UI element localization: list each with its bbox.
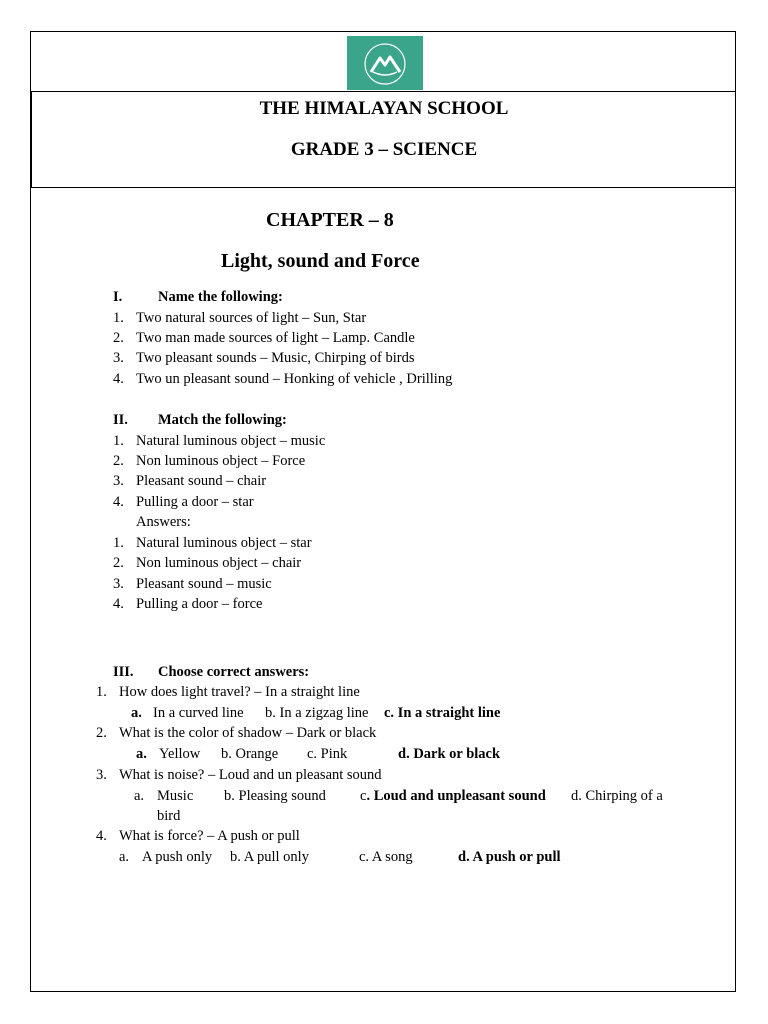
list-item: Two natural sources of light – Sun, Star: [136, 310, 367, 326]
list-item-number: 1.: [113, 433, 124, 449]
list-item-number: 1.: [113, 535, 124, 551]
option-a-label: a.: [136, 746, 147, 762]
school-logo-icon: [347, 36, 423, 90]
list-item-number: 3.: [113, 576, 124, 592]
question-text: What is force? – A push or pull: [119, 828, 300, 844]
option-a: Music: [157, 788, 194, 804]
option-c: c. A song: [359, 849, 413, 865]
list-item: Natural luminous object – star: [136, 535, 312, 551]
option-a: In a curved line: [153, 705, 244, 721]
option-b: b. In a zigzag line: [265, 705, 369, 721]
chapter-title: Light, sound and Force: [221, 250, 420, 272]
chapter-number: CHAPTER – 8: [266, 209, 394, 231]
question-number: 1.: [96, 684, 107, 700]
option-c-text: . Loud and unpleasant sound: [366, 788, 546, 804]
list-item: Two un pleasant sound – Honking of vehicle , Drilling: [136, 371, 453, 387]
list-item-number: 2.: [113, 330, 124, 346]
section1-heading: Name the following:: [158, 289, 283, 305]
list-item-number: 4.: [113, 371, 124, 387]
section3-numeral: III.: [113, 664, 134, 680]
list-item-number: 4.: [113, 596, 124, 612]
list-item: Non luminous object – chair: [136, 555, 302, 571]
option-a: Yellow: [159, 746, 201, 762]
option-d-correct: d. Dark or black: [398, 746, 501, 762]
list-item-number: 2.: [113, 555, 124, 571]
school-name: THE HIMALAYAN SCHOOL: [259, 98, 509, 119]
list-item: Pleasant sound – chair: [136, 473, 267, 489]
option-c: c. Pink: [307, 746, 348, 762]
list-item: Pulling a door – force: [136, 596, 263, 612]
grade-title: GRADE 3 – SCIENCE: [290, 139, 478, 160]
option-b: b. A pull only: [230, 849, 309, 865]
school-logo: [347, 36, 423, 90]
question-number: 4.: [96, 828, 107, 844]
list-item: Two pleasant sounds – Music, Chirping of birds: [136, 350, 415, 366]
section1-numeral: I.: [113, 289, 123, 305]
section2-heading: Match the following:: [158, 412, 287, 428]
question-number: 2.: [96, 725, 107, 741]
option-c-correct: c. In a straight line: [384, 705, 501, 721]
list-item: Pulling a door – star: [136, 494, 254, 510]
question-number: 3.: [96, 767, 107, 783]
list-item: Natural luminous object – music: [136, 433, 326, 449]
option-a-label: a.: [134, 788, 145, 804]
question-text: What is the color of shadow – Dark or black: [119, 725, 377, 741]
section2-numeral: II.: [113, 412, 128, 428]
option-b: b. Pleasing sound: [224, 788, 326, 804]
option-d-wrap: bird: [157, 808, 181, 824]
list-item-number: 1.: [113, 310, 124, 326]
option-a-label: a.: [119, 849, 130, 865]
option-b: b. Orange: [221, 746, 279, 762]
list-item-number: 3.: [113, 350, 124, 366]
list-item-number: 3.: [113, 473, 124, 489]
answers-label: Answers:: [136, 514, 191, 530]
question-text: What is noise? – Loud and un pleasant sound: [119, 767, 382, 783]
list-item-number: 4.: [113, 494, 124, 510]
option-c-prefix: c: [360, 788, 367, 804]
list-item: Two man made sources of light – Lamp. Candle: [136, 330, 415, 346]
question-text: How does light travel? – In a straight line: [119, 684, 360, 700]
section3-heading: Choose correct answers:: [158, 664, 310, 680]
option-c-correct: [360, 788, 546, 805]
list-item-number: 2.: [113, 453, 124, 469]
option-a-label: a.: [131, 705, 142, 721]
option-a: A push only: [142, 849, 213, 865]
list-item: Non luminous object – Force: [136, 453, 306, 469]
option-d: d. Chirping of a: [571, 788, 663, 804]
option-d-correct: d. A push or pull: [458, 849, 561, 865]
list-item: Pleasant sound – music: [136, 576, 272, 592]
